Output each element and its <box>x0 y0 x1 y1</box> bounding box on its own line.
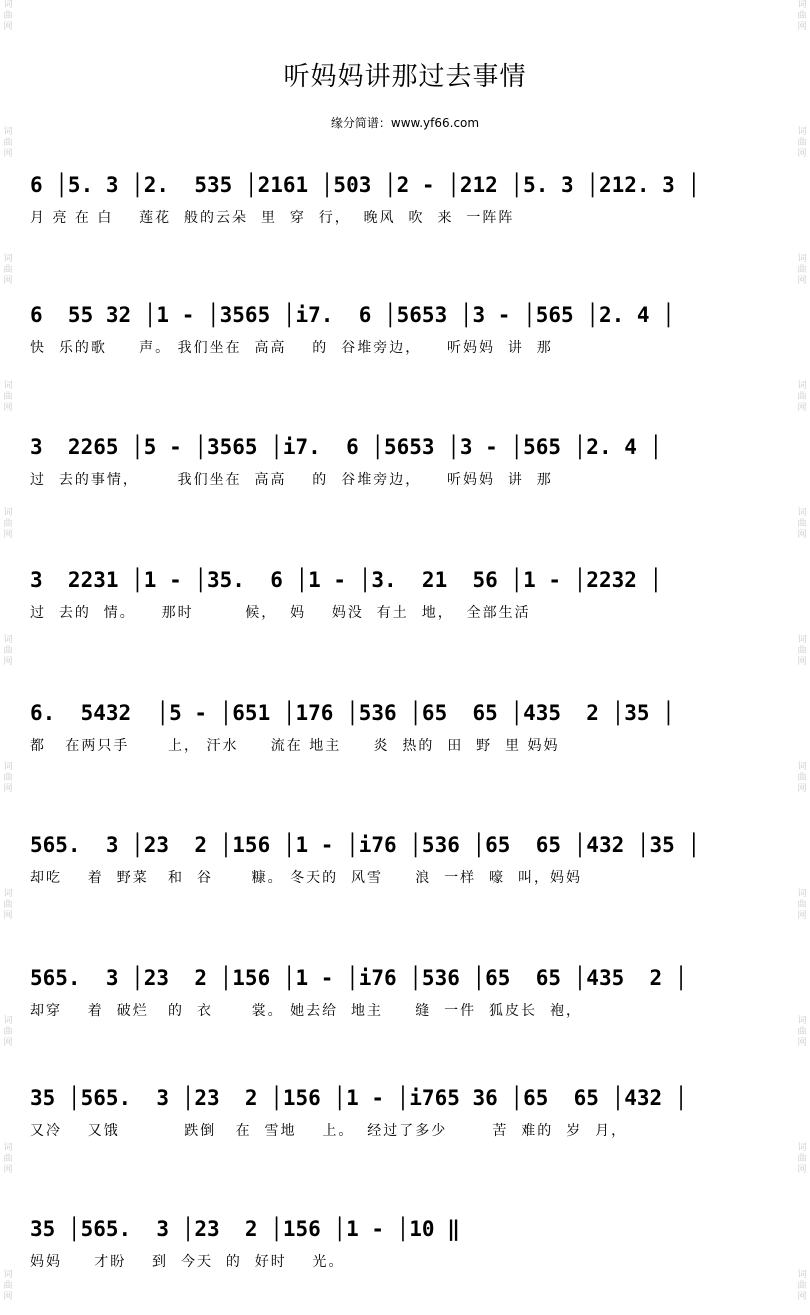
lyric-line: 妈妈 才盼 到 今天 的 好时 光。 <box>30 1254 345 1270</box>
watermark-text: 词曲网 <box>797 254 807 286</box>
watermark-text: 词曲网 <box>3 1016 13 1048</box>
watermark-text: 词曲网 <box>3 762 13 794</box>
score-line <box>30 300 790 380</box>
lyric-line: 快 乐的歌 声。 我们坐在 高高 的 谷堆旁边， 听妈妈 讲 那 <box>30 340 553 356</box>
score-line <box>30 1214 790 1294</box>
watermark-text: 词曲网 <box>3 1270 13 1302</box>
notation-line: 35 │565. 3 │23 2 │156 │1 - │i765 36 │65 65 │432 │ <box>30 1086 688 1110</box>
score-line <box>30 963 790 1043</box>
watermark-text: 词曲网 <box>797 127 807 159</box>
source-credit: 缘分简谱：www.yf66.com <box>330 116 480 130</box>
watermark-text: 词曲网 <box>797 889 807 921</box>
watermark-text: 词曲网 <box>797 1143 807 1175</box>
watermark-text: 词曲网 <box>797 0 807 32</box>
song-title: 听妈妈讲那过去事情 <box>283 62 527 92</box>
notation-line: 35 │565. 3 │23 2 │156 │1 - │10 ‖ <box>30 1217 460 1241</box>
watermark-text: 词曲网 <box>3 381 13 413</box>
notation-line: 565. 3 │23 2 │156 │1 - │i76 │536 │65 65 │435 2 │ <box>30 966 688 990</box>
notation-line: 3 2265 │5 - │3565 │i7. 6 │5653 │3 - │565 │2. 4 │ <box>30 435 663 459</box>
watermark-text: 词曲网 <box>3 1143 13 1175</box>
score-line <box>30 1083 790 1163</box>
watermark-text: 词曲网 <box>797 762 807 794</box>
notation-line: 6. 5432 │5 - │651 │176 │536 │65 65 │435 2 │35 │ <box>30 701 675 725</box>
watermark-text: 词曲网 <box>797 635 807 667</box>
lyric-line: 月 亮 在 白 莲花 般的云朵 里 穿 行， 晚风 吹 来 一阵阵 <box>30 210 515 226</box>
notation-line: 3 2231 │1 - │35. 6 │1 - │3. 21 56 │1 - │2232 │ <box>30 568 663 592</box>
watermark-text: 词曲网 <box>3 127 13 159</box>
score-line <box>30 830 790 910</box>
notation-line: 565. 3 │23 2 │156 │1 - │i76 │536 │65 65 │432 │35 │ <box>30 833 701 857</box>
watermark-text: 词曲网 <box>797 1016 807 1048</box>
lyric-line: 过 去的 情。 那时 候， 妈 妈没 有土 地， 全部生活 <box>30 605 531 621</box>
lyric-line: 又冷 又饿 跌倒 在 雪地 上。 经过了多少 苦 难的 岁 月， <box>30 1123 628 1139</box>
lyric-line: 却穿 着 破烂 的 衣 裳。 她去给 地主 缝 一件 狐皮长 袍， <box>30 1003 582 1019</box>
score-line <box>30 565 790 645</box>
watermark-text: 词曲网 <box>797 381 807 413</box>
score-line <box>30 698 790 778</box>
notation-line: 6 55 32 │1 - │3565 │i7. 6 │5653 │3 - │565 │2. 4 │ <box>30 303 675 327</box>
lyric-line: 过 去的事情， 我们坐在 高高 的 谷堆旁边， 听妈妈 讲 那 <box>30 472 553 488</box>
score-line <box>30 432 790 512</box>
watermark-text: 词曲网 <box>3 0 13 32</box>
lyric-line: 却吃 着 野菜 和 谷 糠。 冬天的 风雪 浪 一样 嚎 叫，妈妈 <box>30 870 582 886</box>
watermark-text: 词曲网 <box>3 508 13 540</box>
watermark-right <box>795 0 809 1315</box>
notation-line: 6 │5. 3 │2. 535 │2161 │503 │2 - │212 │5. 3 │212. 3 │ <box>30 173 701 197</box>
watermark-text: 词曲网 <box>797 1270 807 1302</box>
watermark-text: 词曲网 <box>3 635 13 667</box>
watermark-text: 词曲网 <box>3 254 13 286</box>
lyric-line: 都 在两只手 上， 汗水 流在 地主 炎 热的 田 野 里 妈妈 <box>30 738 560 754</box>
watermark-left <box>1 0 15 1315</box>
watermark-text: 词曲网 <box>3 889 13 921</box>
score-line <box>30 170 790 250</box>
watermark-text: 词曲网 <box>797 508 807 540</box>
